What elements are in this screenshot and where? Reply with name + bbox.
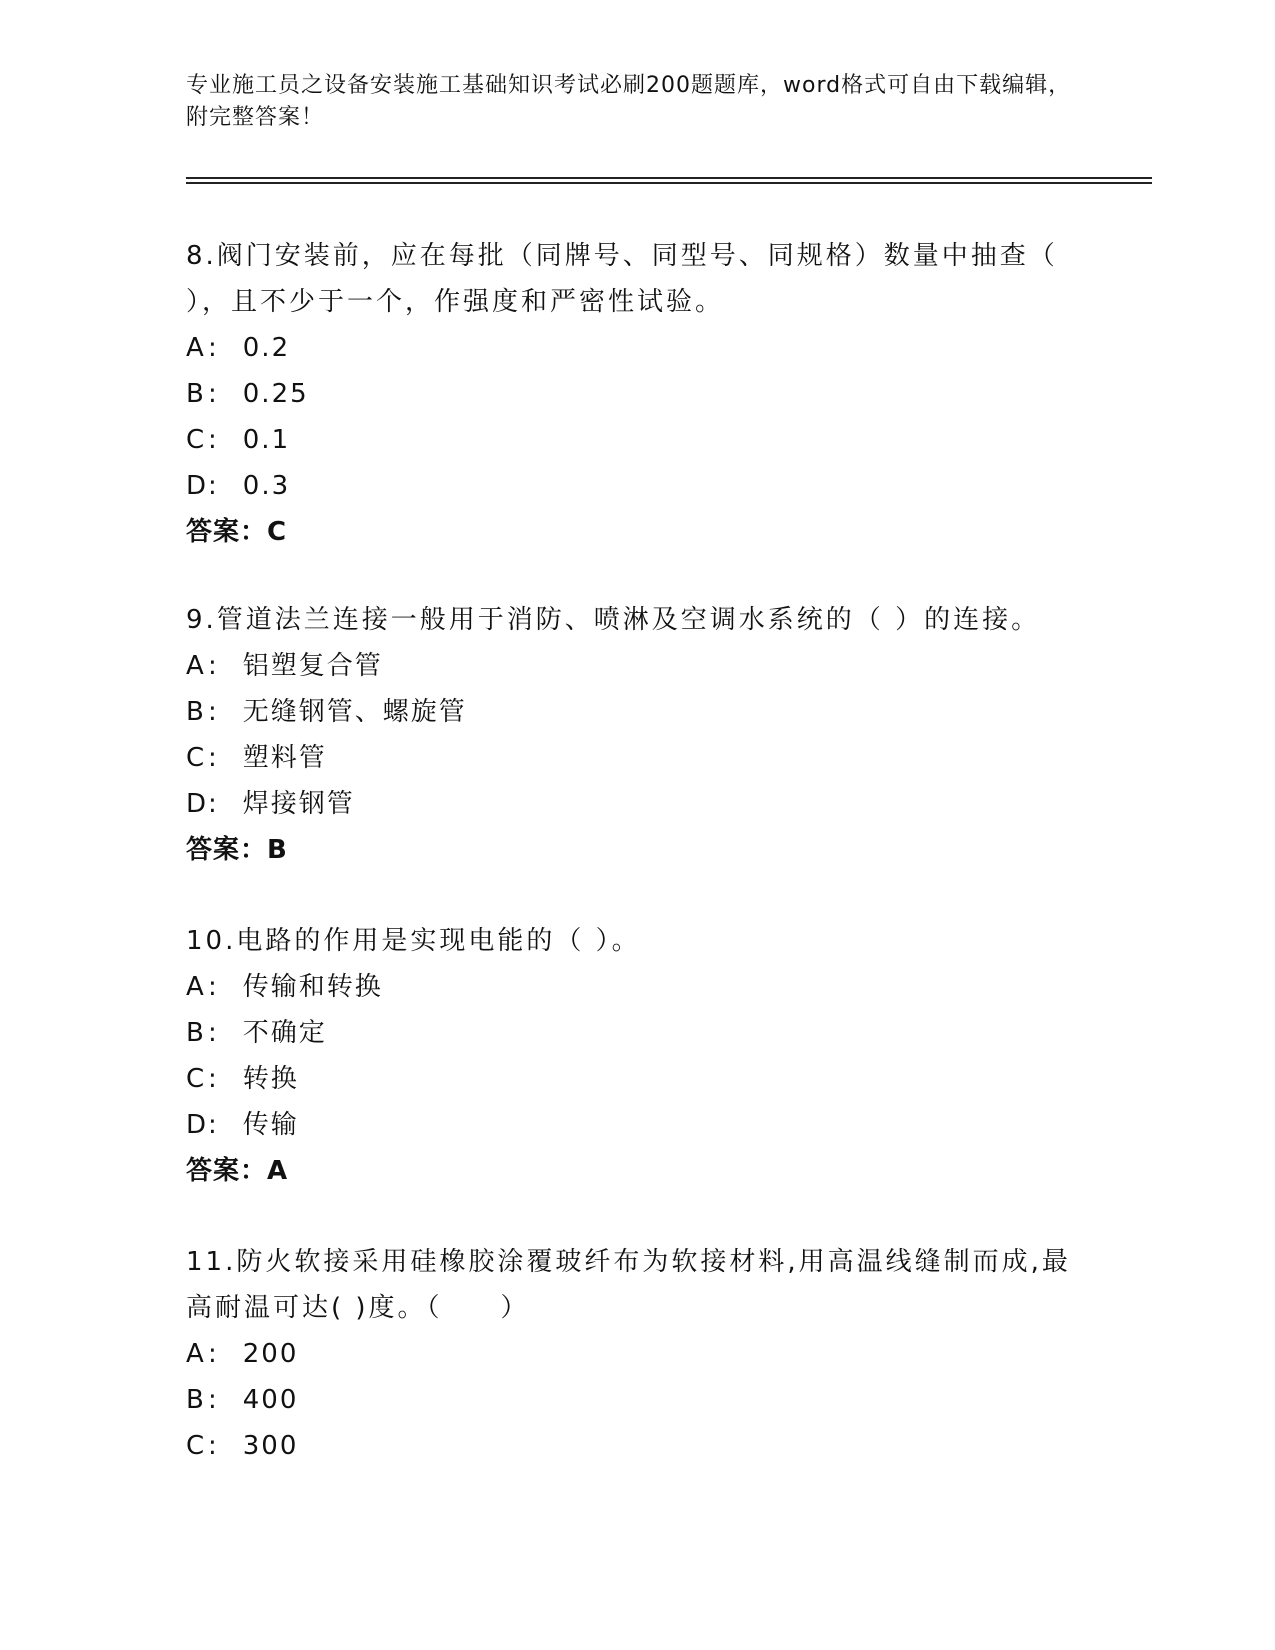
option-value: 400 [242, 1385, 299, 1415]
option-c: C: 0.1 [186, 417, 1086, 463]
header-divider [186, 177, 1152, 179]
option-value: 传输 [242, 1110, 299, 1140]
option-a: A: 0.2 [186, 325, 1086, 371]
option-letter: C [186, 425, 207, 455]
option-letter: A [186, 651, 206, 681]
option-b: B: 无缝钢管、螺旋管 [186, 689, 1086, 735]
option-a: A: 铝塑复合管 [186, 643, 1086, 689]
question-text: 9.管道法兰连接一般用于消防、喷淋及空调水系统的（ ）的连接。 [186, 605, 1041, 635]
option-letter: C [186, 1064, 207, 1094]
option-c: C: 300 [186, 1423, 1086, 1469]
option-letter: A [186, 972, 206, 1002]
option-letter: B [186, 379, 206, 409]
option-d: D: 焊接钢管 [186, 781, 1086, 827]
option-value: 转换 [242, 1064, 299, 1094]
option-letter: D [186, 1110, 209, 1140]
question-text: 11.防火软接采用硅橡胶涂覆玻纤布为软接材料,用高温线缝制而成,最高耐温可达( )度。（ ） [186, 1247, 1071, 1323]
option-letter: A [186, 333, 206, 363]
option-c: C: 转换 [186, 1056, 1086, 1102]
option-letter: B [186, 1385, 206, 1415]
option-b: B: 不确定 [186, 1010, 1086, 1056]
option-b: B: 0.25 [186, 371, 1086, 417]
option-c: C: 塑料管 [186, 735, 1086, 781]
option-value: 0.3 [242, 471, 291, 501]
option-letter: C [186, 743, 207, 773]
option-letter: C [186, 1431, 207, 1461]
option-value: 不确定 [242, 1018, 327, 1048]
option-value: 200 [242, 1339, 299, 1369]
document-header: 专业施工员之设备安装施工基础知识考试必刷200题题库，word格式可自由下载编辑，附完整答案！ [186, 73, 1072, 130]
option-a: A: 传输和转换 [186, 964, 1086, 1010]
option-b: B: 400 [186, 1377, 1086, 1423]
header-divider [186, 182, 1152, 184]
answer: 答案：A [186, 1156, 289, 1186]
option-letter: A [186, 1339, 206, 1369]
question-10 [186, 918, 1086, 1194]
option-value: 0.25 [242, 379, 309, 409]
option-letter: B [186, 697, 206, 727]
answer: 答案：B [186, 835, 288, 865]
question-11 [186, 1239, 1086, 1469]
option-letter: D [186, 471, 209, 501]
option-value: 300 [242, 1431, 299, 1461]
option-value: 无缝钢管、螺旋管 [242, 697, 467, 727]
option-letter: D [186, 789, 209, 819]
answer: 答案：C [186, 517, 288, 547]
option-d: D: 传输 [186, 1102, 1086, 1148]
option-letter: B [186, 1018, 206, 1048]
option-value: 塑料管 [242, 743, 327, 773]
question-text: 8.阀门安装前，应在每批（同牌号、同型号、同规格）数量中抽查（ ），且不少于一个，作强度和严密性试验。 [186, 241, 1058, 317]
option-d: D: 0.3 [186, 463, 1086, 509]
option-value: 焊接钢管 [242, 789, 355, 819]
option-value: 0.1 [242, 425, 291, 455]
question-8 [186, 233, 1086, 555]
option-value: 传输和转换 [242, 972, 383, 1002]
option-value: 0.2 [242, 333, 291, 363]
question-9 [186, 597, 1086, 873]
question-text: 10.电路的作用是实现电能的（ ）。 [186, 926, 641, 956]
option-value: 铝塑复合管 [242, 651, 383, 681]
option-a: A: 200 [186, 1331, 1086, 1377]
